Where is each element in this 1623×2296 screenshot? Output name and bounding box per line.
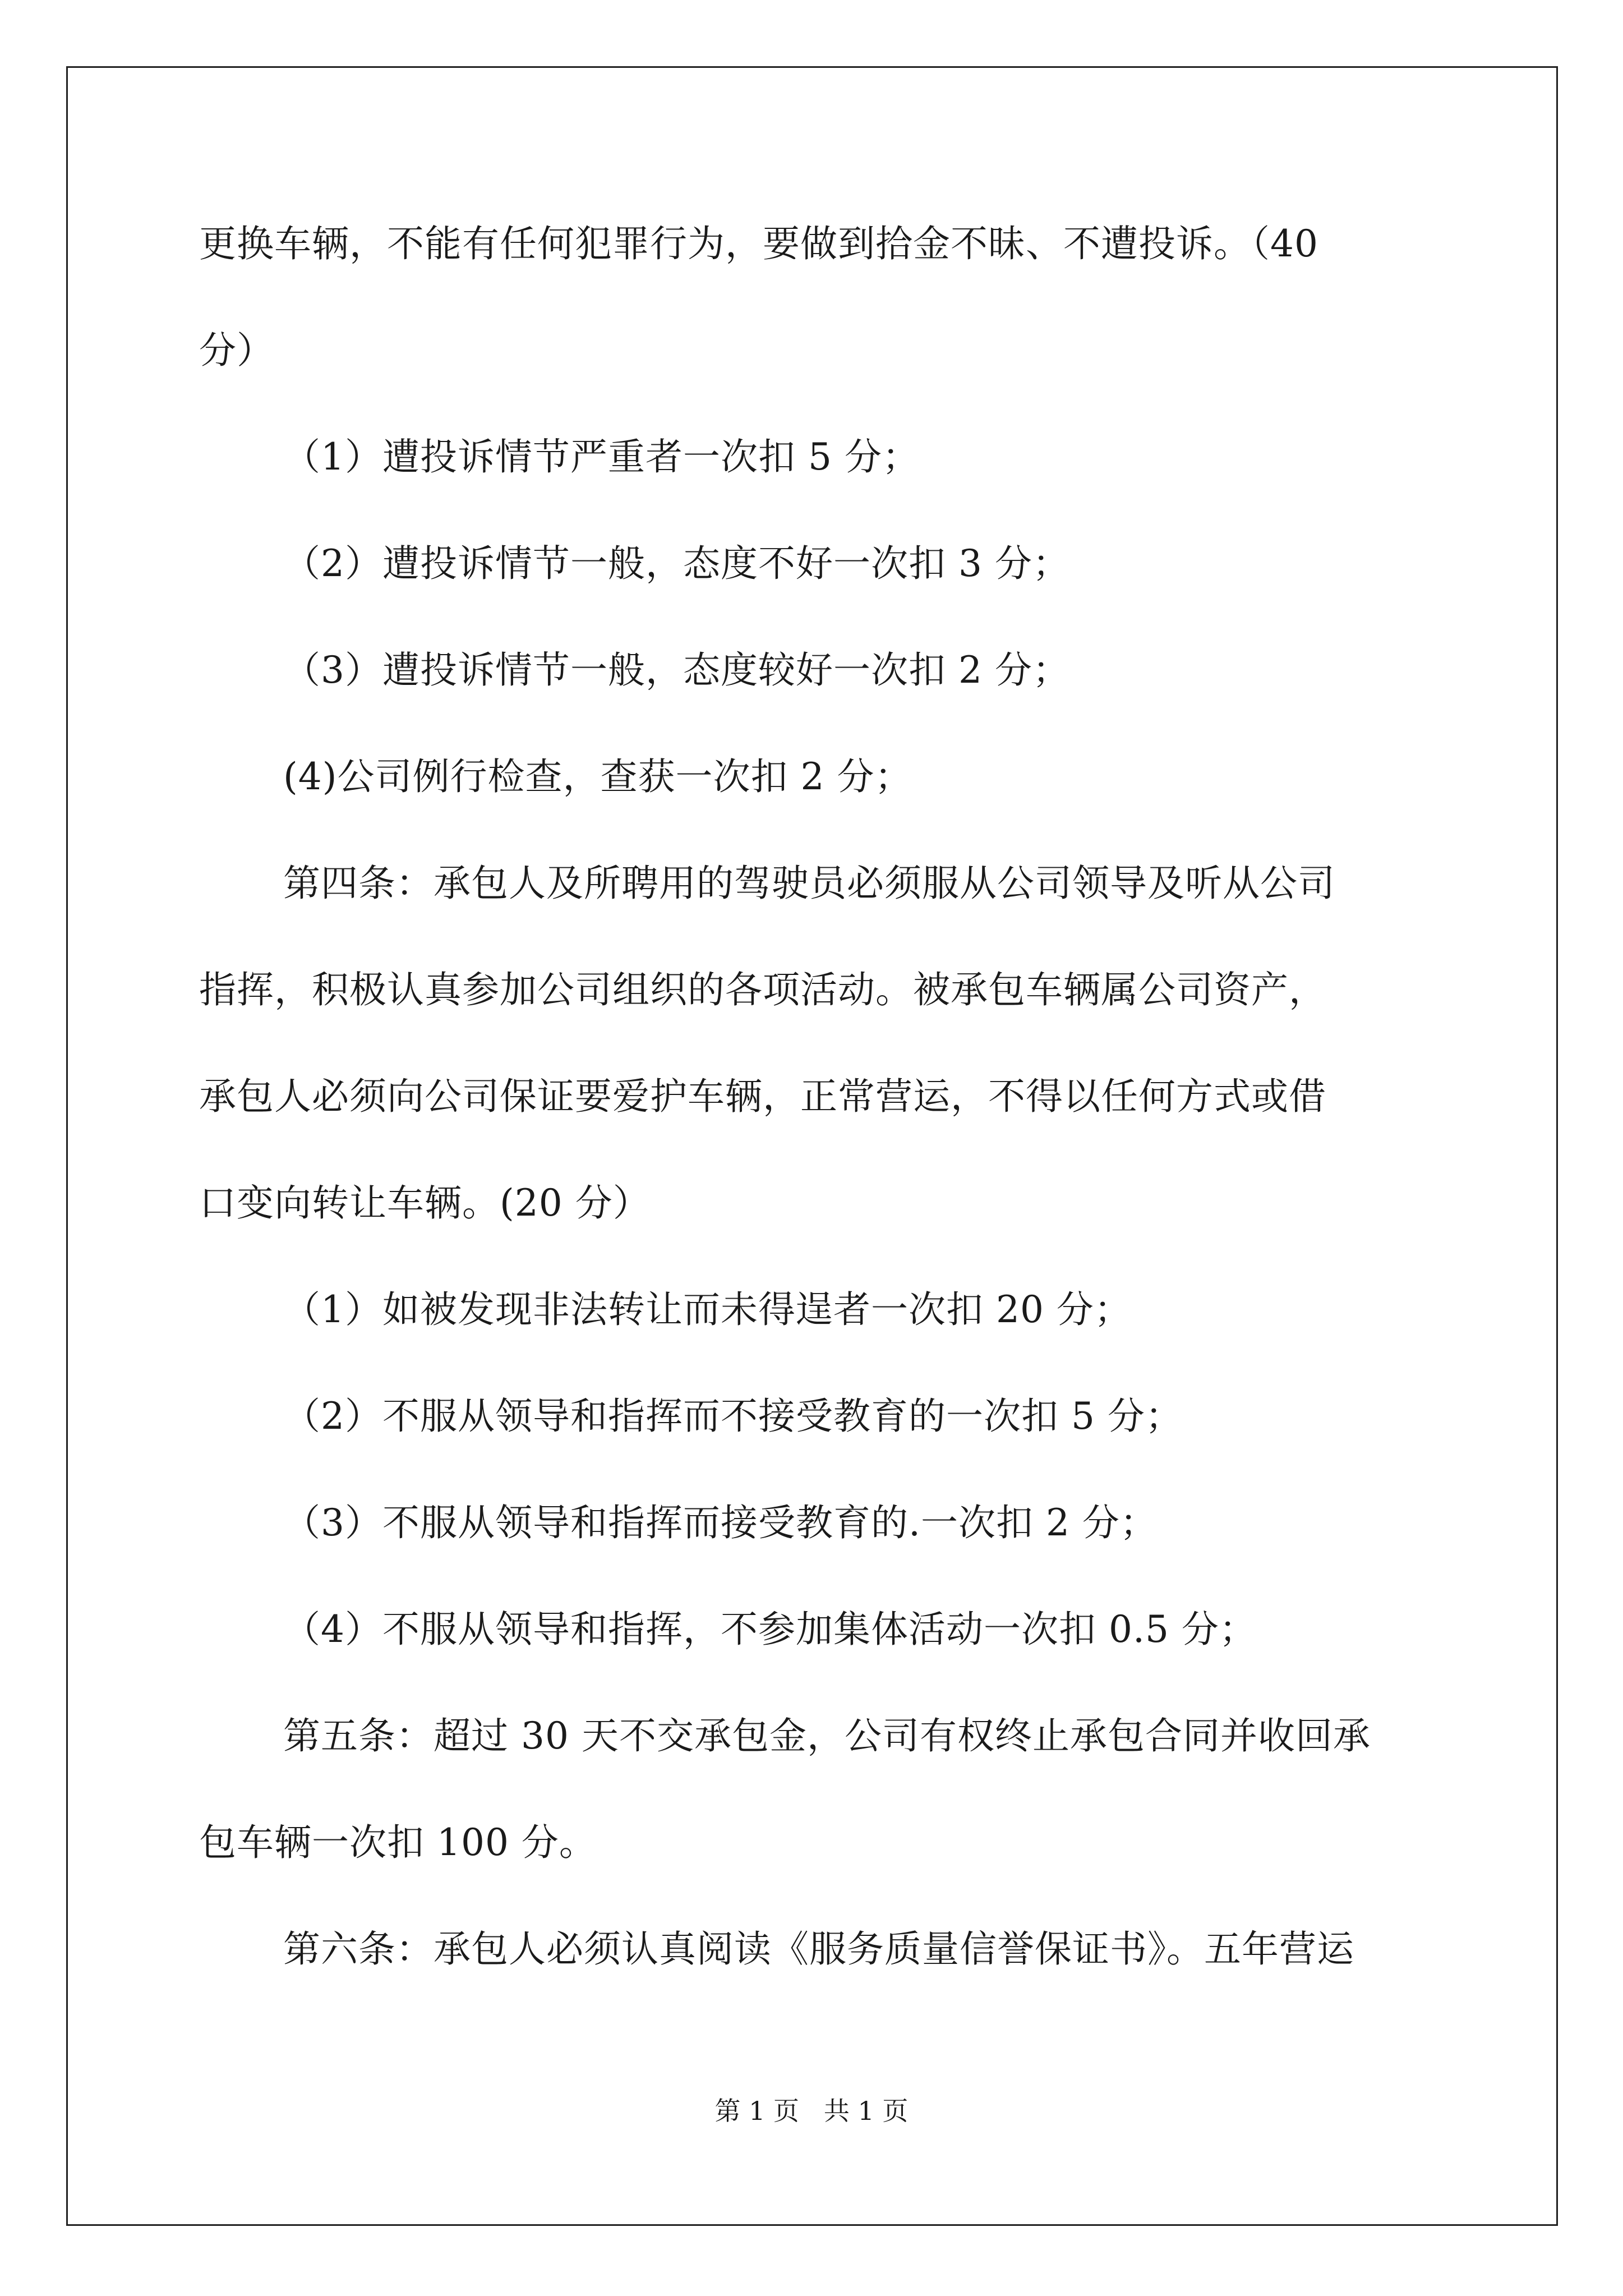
paragraph-line: 分） <box>199 329 274 372</box>
list-item: （3）不服从领导和指挥而接受教育的.一次扣 2 分； <box>283 1501 1158 1544</box>
paragraph-line: 包车辆一次扣 100 分。 <box>199 1821 597 1864</box>
paragraph-line: 承包人必须向公司保证要爱护车辆，正常营运，不得以任何方式或借 <box>199 1075 1326 1118</box>
paragraph-line: 指挥，积极认真参加公司组织的各项活动。被承包车辆属公司资产， <box>199 968 1326 1011</box>
paragraph-line: 口变向转让车辆。(20 分） <box>199 1181 651 1225</box>
list-item: （3）遭投诉情节一般，态度较好一次扣 2 分； <box>283 648 1070 692</box>
list-item: （4）不服从领导和指挥，不参加集体活动一次扣 0.5 分； <box>283 1608 1257 1651</box>
page-border <box>66 66 1558 2226</box>
list-item: (4)公司例行检查，查获一次扣 2 分； <box>283 755 912 798</box>
list-item: （2）遭投诉情节一般，态度不好一次扣 3 分； <box>283 542 1070 585</box>
article-heading-line: 第五条：超过 30 天不交承包金，公司有权终止承包合同并收回承 <box>283 1714 1371 1757</box>
article-heading-line: 第四条：承包人及所聘用的驾驶员必须服从公司领导及听从公司 <box>283 862 1335 905</box>
list-item: （1）遭投诉情节严重者一次扣 5 分； <box>283 435 920 478</box>
list-item: （1）如被发现非法转让而未得逞者一次扣 20 分； <box>283 1288 1132 1331</box>
page-number-footer: 第 1 页 共 1 页 <box>714 2096 909 2126</box>
list-item: （2）不服从领导和指挥而不接受教育的一次扣 5 分； <box>283 1395 1183 1438</box>
article-heading-line: 第六条：承包人必须认真阅读《服务质量信誉保证书》。五年营运 <box>283 1927 1354 1971</box>
paragraph-line: 更换车辆，不能有任何犯罪行为，要做到拾金不昧、不遭投诉。（40 <box>199 222 1318 265</box>
